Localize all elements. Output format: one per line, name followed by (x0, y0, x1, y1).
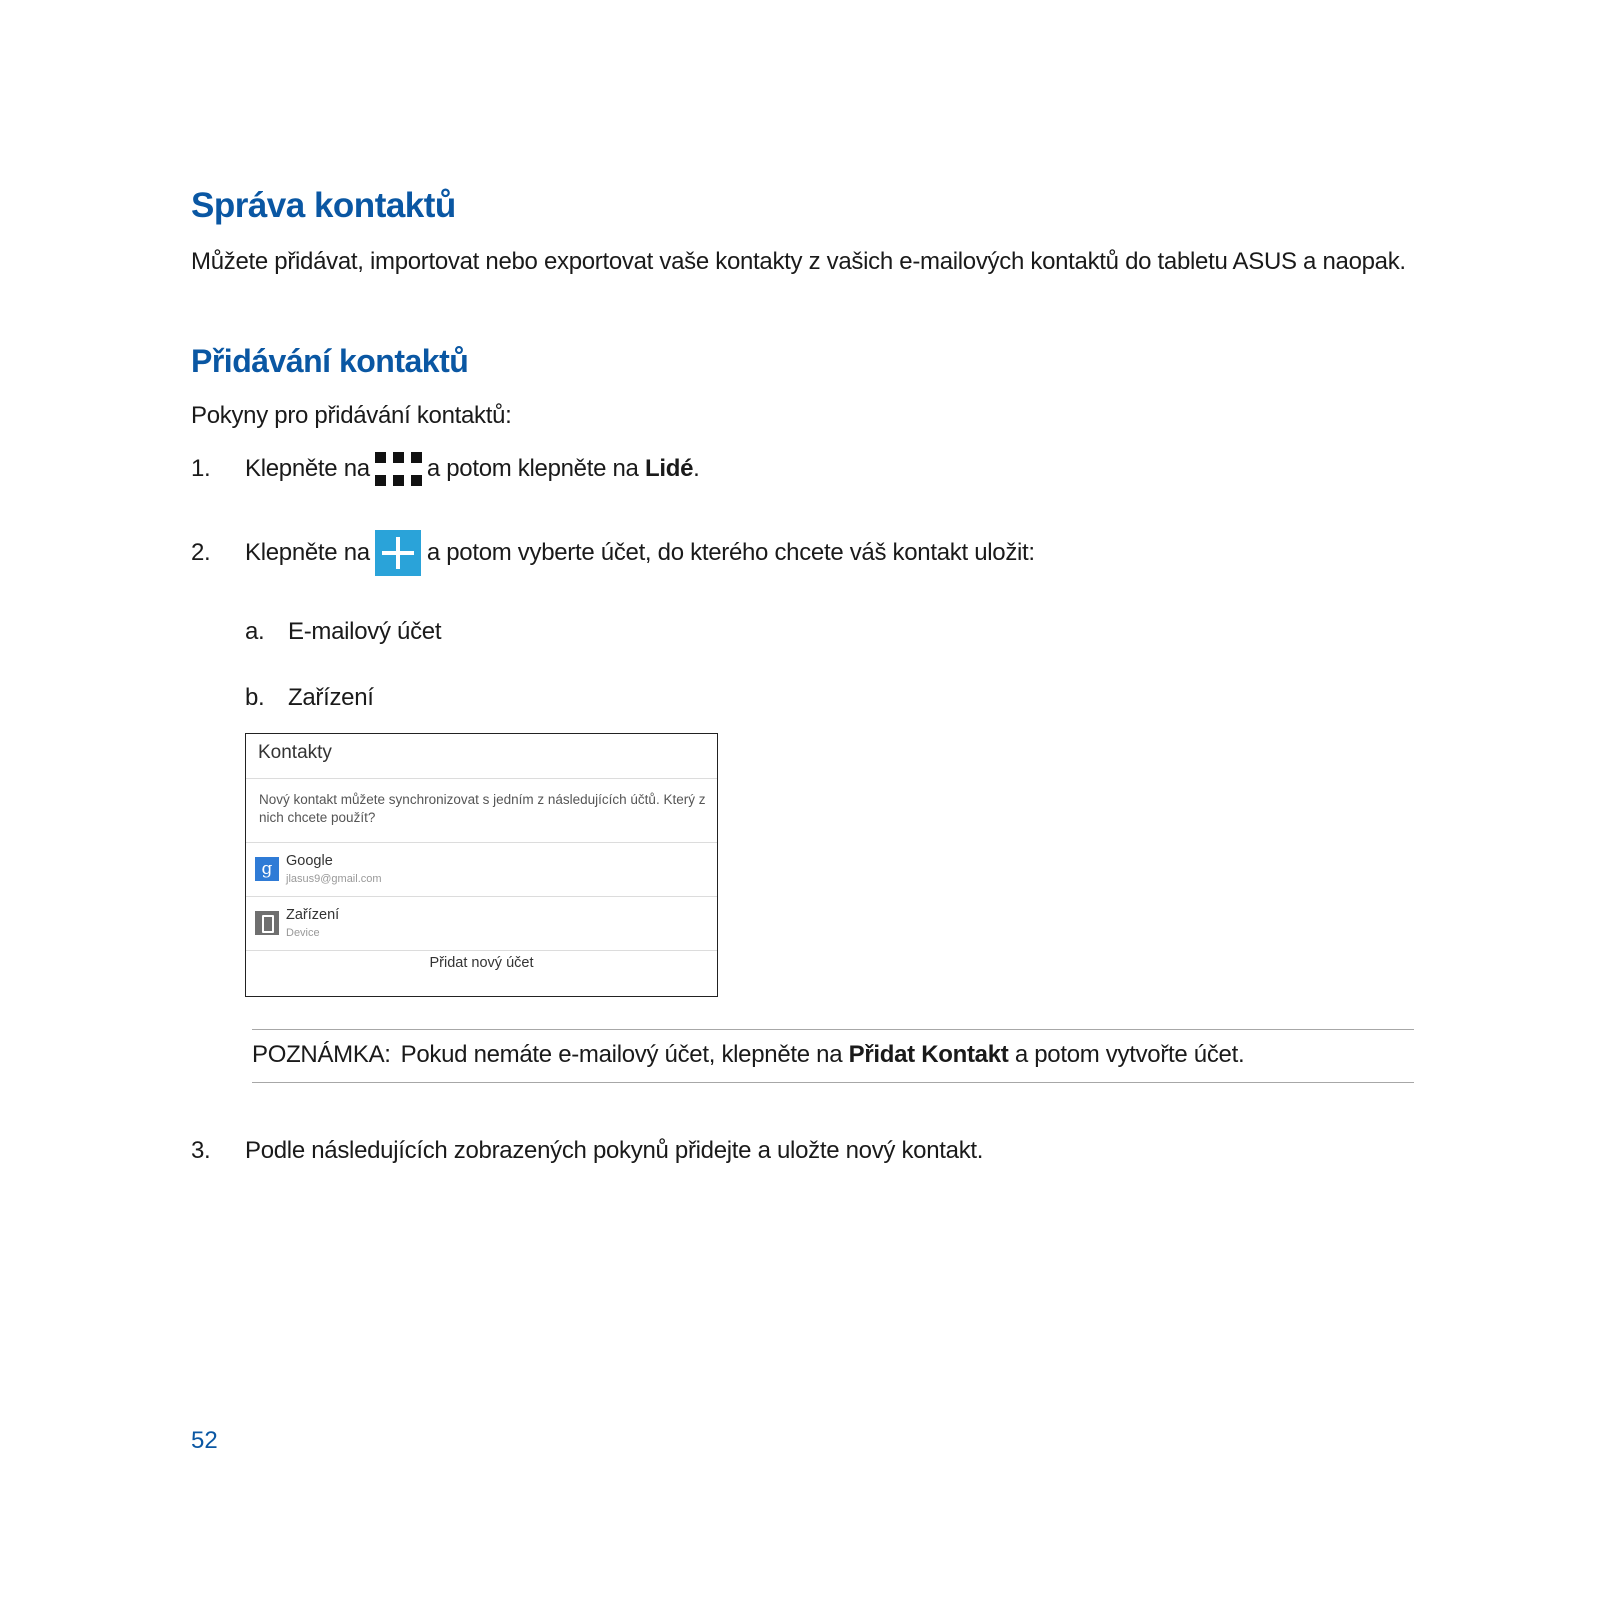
add-account-button[interactable]: Přidat nový účet (429, 955, 534, 971)
note-top-rule (252, 1029, 1414, 1030)
contacts-account-dialog (245, 733, 718, 997)
google-icon: g (255, 857, 279, 881)
instructions-lead: Pokyny pro přidávání kontaktů: (191, 402, 512, 429)
divider (246, 950, 717, 951)
substep-text: Zařízení (288, 684, 374, 711)
people-app-label: Lidé (644, 455, 694, 482)
step-text-before: Klepněte na (245, 539, 370, 566)
note-label: POZNÁMKA: (252, 1041, 391, 1068)
step-number: 1. (191, 455, 211, 482)
account-detail: jlasus9@gmail.com (286, 873, 382, 885)
account-option-google[interactable] (246, 843, 717, 895)
step-3 (191, 1137, 983, 1165)
note-bottom-rule (252, 1082, 1414, 1083)
dialog-message: Nový kontakt můžete synchronizovat s jedním z následujících účtů. Který z nich chcete použít? (259, 792, 706, 825)
divider (246, 778, 717, 779)
account-detail: Device (286, 927, 320, 939)
note-text: Pokud nemáte e-mailový účet, klepněte na Přidat Kontakt a potom vytvořte účet. (400, 1041, 1245, 1068)
step-text-after: a potom vyberte účet, do kterého chcete váš kontakt uložit: (426, 539, 1035, 566)
intro-paragraph: Můžete přidávat, importovat nebo exportovat vaše kontakty z vašich e-mailových kontaktů do tabletu ASUS a naopak. (191, 248, 1406, 275)
substep-a (245, 618, 441, 646)
substep-text: E-mailový účet (288, 618, 442, 645)
substep-b (245, 684, 374, 712)
step-text-after: a potom klepněte na Lidé. (426, 455, 700, 482)
step-1 (191, 452, 700, 486)
substep-letter: b. (245, 684, 265, 711)
step-number: 3. (191, 1137, 211, 1164)
note (252, 1041, 1244, 1069)
step-2 (191, 530, 1035, 576)
page-number: 52 (191, 1427, 218, 1454)
substep-letter: a. (245, 618, 265, 645)
dialog-title: Kontakty (258, 742, 332, 763)
step-number: 2. (191, 539, 211, 566)
step-text: Podle následujících zobrazených pokynů přidejte a uložte nový kontakt. (245, 1137, 984, 1164)
plus-icon (375, 530, 421, 576)
section-heading: Přidávání kontaktů (191, 343, 469, 379)
account-name: Zařízení (286, 907, 340, 923)
account-name: Google (286, 853, 333, 869)
account-option-device[interactable] (246, 897, 717, 949)
device-icon (255, 911, 279, 935)
apps-grid-icon (375, 452, 422, 486)
page-title: Správa kontaktů (191, 186, 456, 225)
step-text-before: Klepněte na (245, 455, 370, 482)
add-contact-label: Přidat Kontakt (848, 1041, 1009, 1068)
